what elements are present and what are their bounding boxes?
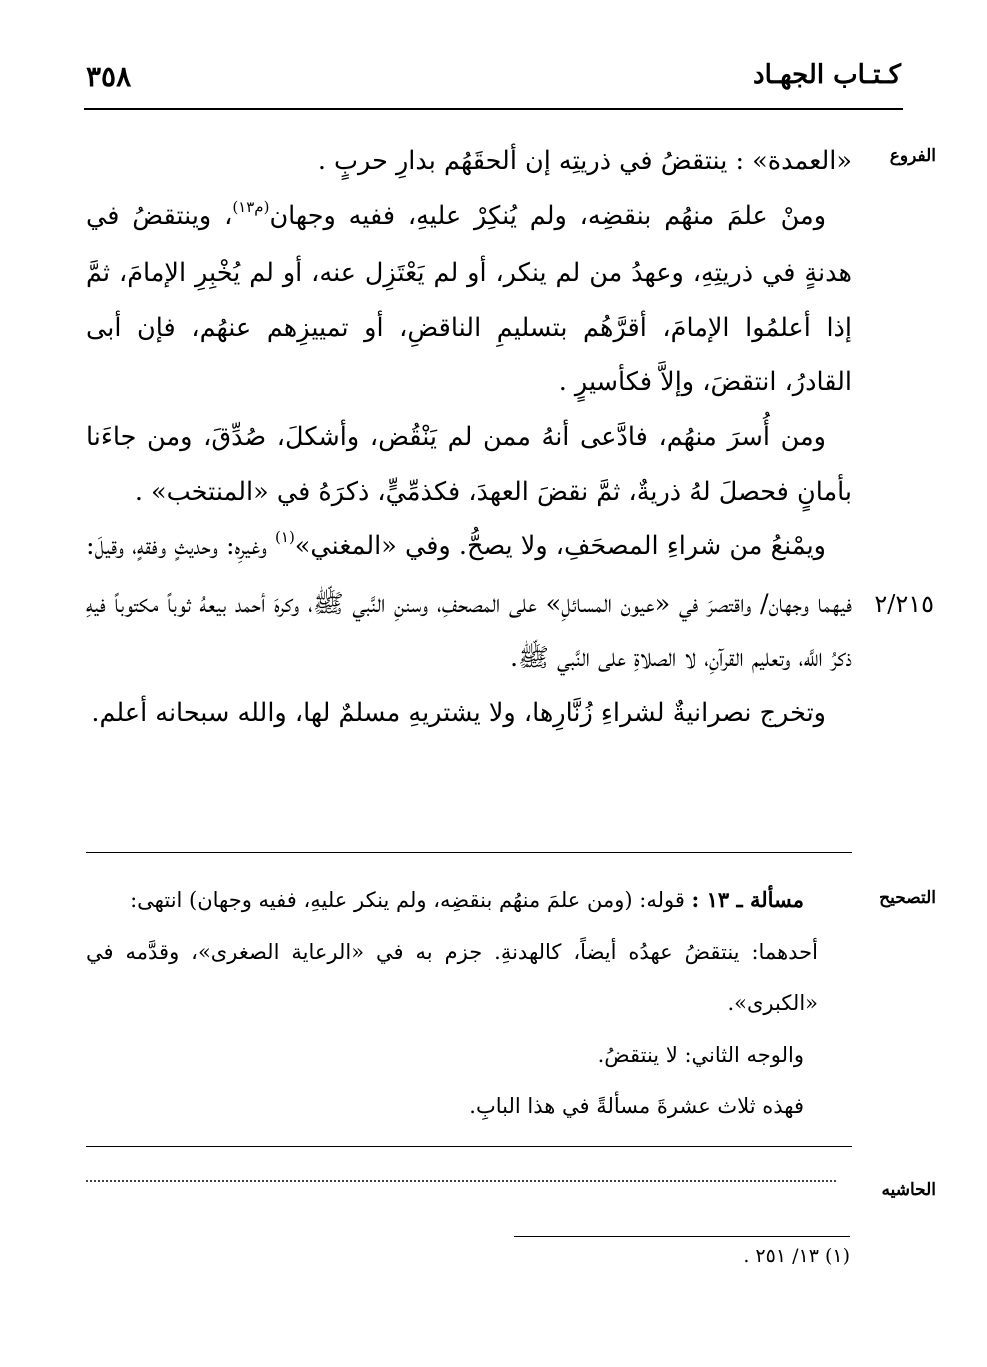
correction-section [86, 874, 818, 1133]
correction-paragraph [86, 927, 818, 1030]
correction-paragraph [86, 1081, 818, 1133]
main-paragraph [86, 134, 852, 189]
footnote-rule [514, 1236, 850, 1237]
header-rule [84, 108, 903, 110]
main-text-run: وغيرِه: وحديثٍ وفقهٍ، وقيلَ: فيهما وجهان/ واقتصرَ في «عيون المسائلِ» على المصحفِ، وسننِ النَّبي ﷺ، وكرهَ أحمد بيعهُ ثوباً مكتوباً فيهِ ذكرُ اللَّه، وتعليم القرآنِ، لا الصلاةِ على النَّبي ﷺ. [86, 531, 852, 674]
main-text-run: وتخرج نصرانيةٌ لشراءِ زُنَّارِها، ولا يشتريهِ مسلمٌ لها، والله سبحانه أعلم. [91, 697, 826, 728]
margin-label-tashih: التصحيح [879, 888, 936, 908]
margin-label-furu: الفروع [889, 146, 936, 166]
footnote: (١) ١٣/ ٢٥١ . [743, 1245, 850, 1267]
correction-marker: (م١٣) [232, 197, 270, 216]
main-paragraph [86, 410, 852, 519]
correction-text-run: والوجه الثاني: لا ينتقضُ. [597, 1042, 804, 1067]
margin-page-reference: ٢/٢١٥ [874, 590, 934, 618]
main-paragraph [86, 189, 852, 410]
main-text-run: ومن أُسرَ منهُم، فادَّعى أنهُ ممن لم يَنْقُض، وأشكلَ، صُدِّقَ، ومن جاءَنا بأمانٍ فحصلَ لهُ ذريةٌ، ثمَّ نقضَ العهدَ، فكذمِّيٍّ، ذكرَهُ في «المنتخب» . [86, 421, 852, 507]
running-head-title: كـتـاب الجهـاد [753, 60, 901, 90]
main-text-line: «العمدة» : ينتقضُ في ذريتِه إن ألحقَهُم بدارِ حربٍ . [317, 146, 852, 176]
page-number: ٣٥٨ [86, 60, 132, 93]
correction-issue-label: مسألة ـ ١٣ : [691, 887, 804, 912]
main-text [86, 134, 852, 741]
main-text-run: ، وينتقضُ في هدنةٍ في ذريتِهِ، وعهدُ من لم ينكر، أو لم يَعْتَزِل عنه، أو لم يُخْبِرِ الإمامَ، ثمَّ إذا أعلمُوا الإمامَ، أقرَّهُم بتسليمِ الناقضِ، أو تمييزِهم عنهُم، فإن أبى القادرُ، انتقضَ، وإلاَّ فكأسيرٍ . [86, 200, 852, 398]
main-paragraph [86, 519, 852, 686]
correction-paragraph [86, 1030, 818, 1082]
footnote-marker: (١) [275, 528, 295, 547]
main-text-run: ويمْنعُ من شراءِ المصحَفِ، ولا يصحُّ. وفي «المغني» [294, 531, 826, 562]
hashiya-dotted-line [86, 1180, 836, 1182]
margin-label-hashiya: الحاشيه [881, 1180, 936, 1200]
section-rule [86, 852, 852, 853]
correction-text-run: أحدهما: ينتقضُ عهدُه أيضاً، كالهدنةِ. جزم به في «الرعاية الصغرى»، وقدَّمه في «الكبرى». [86, 939, 818, 1015]
main-paragraph [86, 686, 852, 741]
correction-text-run: قوله: (ومن علمَ منهُم بنقضِه، ولم ينكر عليهِ، ففيه وجهان) انتهى: [130, 888, 692, 912]
section-rule [86, 1146, 852, 1147]
correction-heading [86, 874, 818, 927]
main-text-run: ومنْ علمَ منهُم بنقضِه، ولم يُنكِرْ عليهِ، ففيه وجهان [269, 200, 827, 231]
correction-text-run: فهذه ثلاث عشرةَ مسألةً في هذا البابِ. [469, 1094, 804, 1118]
